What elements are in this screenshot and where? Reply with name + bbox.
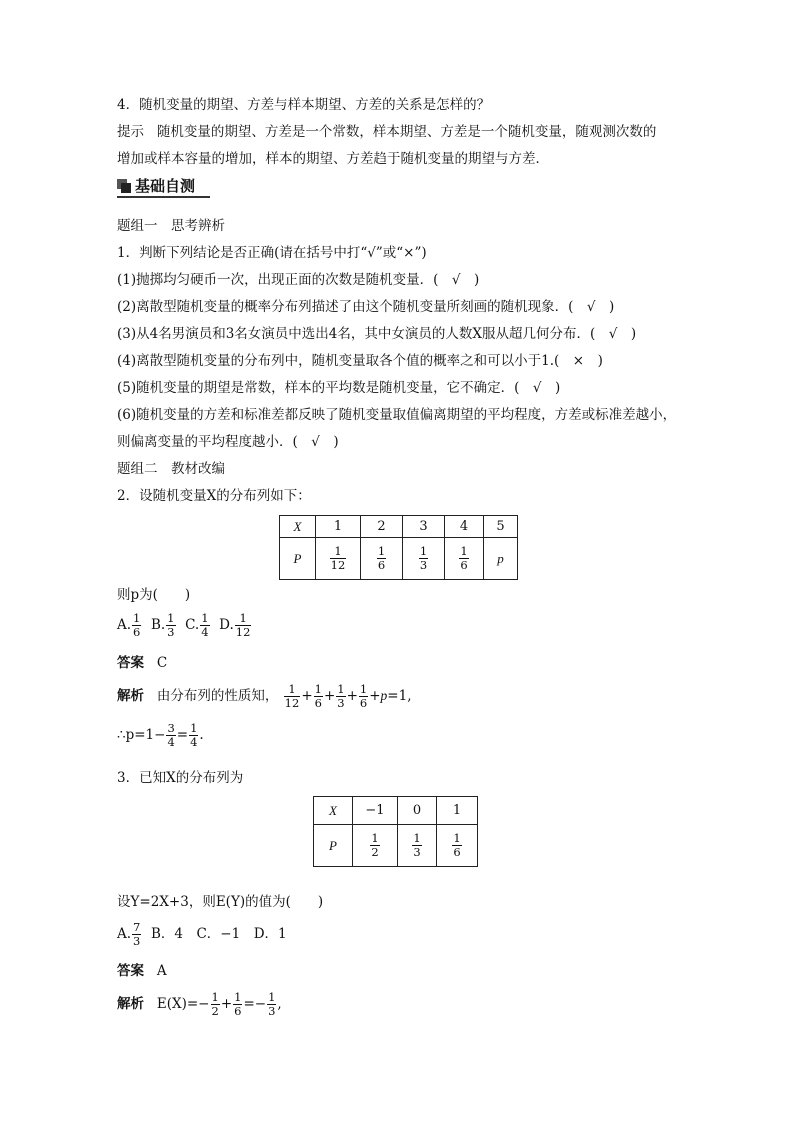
table-cell: 1 bbox=[316, 516, 361, 538]
section-rule bbox=[117, 196, 210, 198]
q1-item-5: (5)随机变量的期望是常数，样本的平均数是随机变量，它不确定．( √ ) bbox=[117, 380, 561, 396]
table-cell: 0 bbox=[398, 797, 437, 825]
table-cell: $\frac{1}{3}$ bbox=[403, 538, 445, 580]
q1-item-6: (6)随机变量的方差和标准差都反映了随机变量取值偏离期望的平均程度，方差或标准差越小， bbox=[117, 407, 677, 423]
table-cell: $\frac{1}{6}$ bbox=[445, 538, 484, 580]
q1-item-3: (3)从4名男演员和3名女演员中选出4名，其中女演员的人数X服从超几何分布．( √ ) bbox=[117, 326, 637, 342]
q3-analysis: 解析 E(X)=− $\frac{1}{2}$ + $\frac{1}{6}$ =− $\frac{1}{3}$ , bbox=[117, 990, 282, 1018]
q3-options: A. $\frac{7}{3}$ B．4 C．−1 D．1 bbox=[117, 920, 287, 948]
q1-item-6-cont: 则偏离变量的平均程度越小．( √ ) bbox=[117, 434, 339, 450]
q1-item-4: (4)离散型随机变量的分布列中，随机变量取各个值的概率之和可以小于1.( × ) bbox=[117, 353, 603, 369]
hint-label: 提示 bbox=[117, 124, 144, 140]
table-cell: $\frac{1}{6}$ bbox=[361, 538, 403, 580]
hint-text-1: 随机变量的期望、方差是一个常数，样本期望、方差是一个随机变量，随观测次数的 bbox=[156, 124, 657, 140]
q4-hint-line2: 增加或样本容量的增加，样本的期望、方差趋于随机变量的期望与方差． bbox=[117, 151, 549, 167]
q2-distribution-table bbox=[279, 515, 518, 580]
section-square-icon bbox=[117, 179, 131, 193]
q1-stem: 1．判断下列结论是否正确(请在括号中打“√”或“×”) bbox=[117, 245, 427, 261]
table-cell: $\frac{1}{12}$ bbox=[316, 538, 361, 580]
section-header bbox=[117, 175, 195, 196]
q3-distribution-table bbox=[313, 796, 478, 867]
q2-therefore: ∴p=1− $\frac{3}{4}$ = $\frac{1}{4}$ . bbox=[117, 721, 204, 749]
table-cell: X bbox=[314, 797, 353, 825]
table-cell: P bbox=[314, 825, 353, 867]
q2-ask: 则p为( ) bbox=[117, 587, 191, 603]
q1-item-2: (2)离散型随机变量的概率分布列描述了由这个随机变量所刻画的随机现象．( √ ) bbox=[117, 299, 615, 315]
group1-title: 题组一 思考辨析 bbox=[117, 218, 225, 234]
q3-stem: 3．已知X的分布列为 bbox=[117, 770, 244, 786]
q2-answer: 答案 C bbox=[117, 655, 168, 671]
table-cell: X bbox=[280, 516, 316, 538]
q4-title: 4．随机变量的期望、方差与样本期望、方差的关系是怎样的？ bbox=[117, 97, 491, 113]
table-cell: $\frac{1}{2}$ bbox=[353, 825, 398, 867]
table-cell: −1 bbox=[353, 797, 398, 825]
table-cell: 2 bbox=[361, 516, 403, 538]
group2-title: 题组二 教材改编 bbox=[117, 461, 225, 477]
table-cell: $\frac{1}{3}$ bbox=[398, 825, 437, 867]
table-cell: p bbox=[484, 538, 518, 580]
q1-item-1: (1)抛掷均匀硬币一次，出现正面的次数是随机变量．( √ ) bbox=[117, 272, 480, 288]
table-cell: 3 bbox=[403, 516, 445, 538]
table-cell: 1 bbox=[437, 797, 478, 825]
q2-analysis: 解析 由分布列的性质知， $\frac{1}{12}$ + $\frac{1}{6}$ + $\frac{1}{3}$ + $\frac{1}{6}$ +p=1, bbox=[117, 682, 412, 710]
q3-ask: 设Y=2X+3，则E(Y)的值为( ) bbox=[117, 894, 324, 910]
table-cell: P bbox=[280, 538, 316, 580]
table-cell: 4 bbox=[445, 516, 484, 538]
q3-answer: 答案 A bbox=[117, 963, 167, 979]
q2-options: A. $\frac{1}{6}$ B. $\frac{1}{3}$ C. $\frac{1}{4}$ D. $\frac{1}{12}$ bbox=[117, 611, 251, 639]
q4-hint-line1 bbox=[117, 122, 656, 142]
section-title: 基础自测 bbox=[135, 177, 196, 195]
table-cell: $\frac{1}{6}$ bbox=[437, 825, 478, 867]
q2-stem: 2．设随机变量X的分布列如下： bbox=[117, 488, 311, 504]
table-cell: 5 bbox=[484, 516, 518, 538]
